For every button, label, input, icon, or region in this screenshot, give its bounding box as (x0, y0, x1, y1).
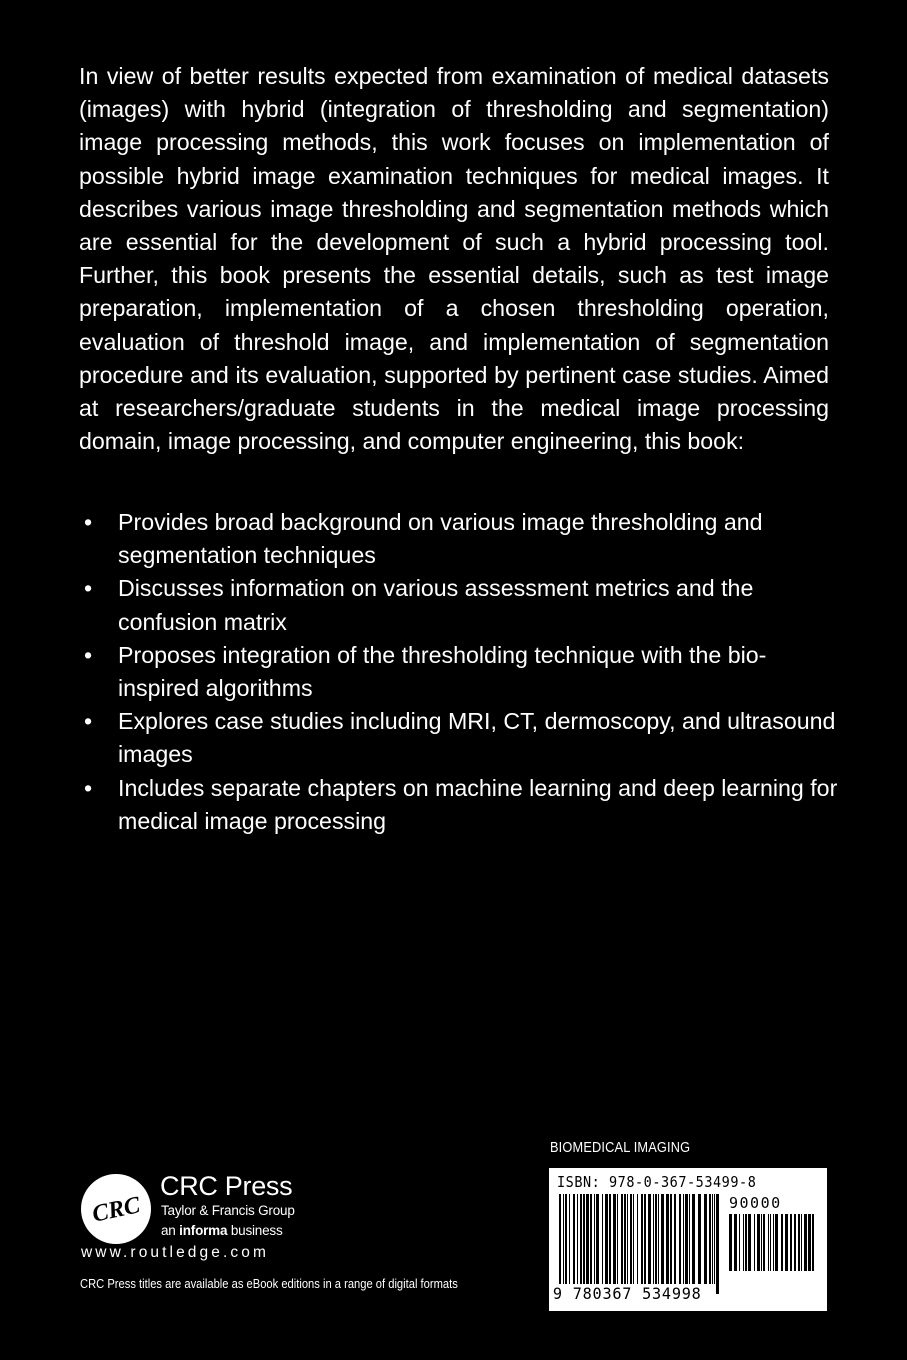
isbn-label: ISBN: 978-0-367-53499-8 (557, 1173, 757, 1191)
barcode-bar (655, 1194, 657, 1284)
barcode-bar (754, 1214, 755, 1271)
barcode-bar (714, 1194, 715, 1284)
barcode-bar (633, 1194, 634, 1284)
barcode-bar (641, 1194, 643, 1294)
barcode-bar (670, 1194, 672, 1284)
bullet-icon: • (84, 509, 93, 535)
barcode-bar (689, 1194, 690, 1284)
barcode-bar (661, 1194, 664, 1284)
barcode-bar (674, 1194, 676, 1284)
publisher-group: Taylor & Francis Group (161, 1203, 295, 1218)
bullet-icon: • (84, 575, 93, 602)
barcode-bar (734, 1214, 737, 1271)
barcode-bar (653, 1194, 654, 1284)
barcode-bar (729, 1214, 732, 1271)
feature-list-item (79, 772, 839, 838)
barcode-bar (648, 1194, 651, 1284)
barcode-bar (580, 1194, 582, 1284)
barcode-bar (801, 1214, 802, 1271)
barcode-bar (763, 1214, 765, 1271)
bullet-icon: • (84, 774, 93, 801)
barcode-bar (605, 1194, 608, 1284)
publisher-name: CRC Press (160, 1171, 293, 1201)
barcode-bar (775, 1214, 778, 1271)
barcode-bar (565, 1194, 567, 1284)
barcode-bar (712, 1194, 713, 1284)
barcode-bar (770, 1214, 771, 1271)
back-cover-blurb: In view of better results expected from examination of medical datasets (images) with hybrid (integration of thresholding and segmentation) image processing methods, this work focuses on implementation of possible hybrid image examination techniques for medical images. It describes various image thresholding and segmentation methods which are essential for the development of such a hybrid processing tool. Further, this book presents the essential details, such as test image preparation, implementation of a chosen thresholding operation, evaluation of threshold image, and implementation of segmentation procedure and its evaluation, supported by pertinent case studies. Aimed at researchers/graduate students in the medical image processing domain, image processing, and computer engineering, this book: (79, 63, 829, 455)
barcode-bar (569, 1194, 570, 1284)
series-label: BIOMEDICAL IMAGING (550, 1140, 691, 1156)
feature-text: Explores case studies including MRI, CT, dermoscopy, and ultrasound images (118, 708, 836, 768)
barcode-bar (748, 1214, 751, 1271)
crc-press-logo (80, 1173, 152, 1245)
feature-list-item (79, 506, 839, 572)
barcode-bar (666, 1194, 669, 1284)
barcode-bar (745, 1214, 747, 1271)
barcode-bar (559, 1194, 561, 1294)
barcode-bar (624, 1194, 626, 1284)
feature-text: Provides broad background on various image thresholding and segmentation techniques (118, 509, 763, 569)
price-code: 90000 (729, 1194, 782, 1212)
barcode-bar (761, 1214, 762, 1271)
logo-text: CRC (90, 1192, 143, 1228)
barcode-bar (644, 1194, 646, 1284)
barcode-bar (685, 1194, 688, 1284)
barcode-bars-addon (729, 1214, 817, 1281)
barcode-bar (602, 1194, 603, 1284)
barcode-bars-main (559, 1194, 719, 1294)
barcode-bar (583, 1194, 585, 1284)
barcode-bar (794, 1214, 796, 1271)
barcode-bar (630, 1194, 632, 1284)
feature-text: Proposes integration of the thresholding technique with the bio-inspired algorithms (118, 641, 767, 702)
feature-list-item (79, 572, 839, 638)
isbn-barcode (549, 1168, 827, 1311)
barcode-bar (785, 1214, 788, 1271)
barcode-bar (679, 1194, 681, 1284)
barcode-bar (812, 1214, 814, 1271)
barcode-bar (573, 1194, 575, 1284)
barcode-bar (768, 1214, 769, 1271)
barcode-bar (704, 1194, 707, 1284)
barcode-bar (586, 1194, 589, 1284)
barcode-bar (609, 1194, 611, 1284)
barcode-bar (773, 1214, 774, 1271)
barcode-bar (613, 1194, 616, 1284)
publisher-business (161, 1223, 283, 1238)
barcode-digits: 9 780367 534998 (552, 1284, 702, 1303)
barcode-bar (743, 1214, 744, 1271)
feature-text: Discusses information on various assessment metrics and the confusion matrix (118, 575, 754, 635)
barcode-bar (790, 1214, 792, 1271)
barcode-bar (627, 1194, 628, 1284)
bullet-icon: • (84, 708, 93, 735)
barcode-bar (804, 1214, 807, 1271)
business-suffix: business (227, 1223, 283, 1238)
feature-text: Includes separate chapters on machine learning and deep learning for medical image processing (118, 774, 838, 834)
feature-list-item (79, 705, 839, 771)
ebook-note: CRC Press titles are available as eBook editions in a range of digital formats (80, 1276, 458, 1291)
barcode-bar (808, 1214, 811, 1271)
barcode-bar (637, 1194, 638, 1294)
barcode-bar (781, 1214, 783, 1271)
barcode-bar (709, 1194, 711, 1284)
barcode-bar (590, 1194, 592, 1284)
barcode-bar (683, 1194, 684, 1284)
bullet-icon: • (84, 641, 93, 668)
barcode-bar (563, 1194, 564, 1294)
barcode-bar (692, 1194, 695, 1284)
barcode-bar (617, 1194, 618, 1284)
publisher-website: www.routledge.com (81, 1244, 269, 1261)
barcode-bar (739, 1214, 740, 1271)
business-prefix: an (161, 1223, 180, 1238)
barcode-bar (698, 1194, 701, 1284)
barcode-bar (596, 1194, 599, 1284)
barcode-bar (594, 1194, 595, 1284)
barcode-bar (798, 1214, 800, 1271)
feature-list (79, 506, 839, 838)
feature-list-item (79, 639, 839, 705)
business-brand: informa (179, 1223, 228, 1238)
barcode-bar (621, 1194, 623, 1284)
barcode-bar (757, 1214, 760, 1271)
barcode-bar (658, 1194, 659, 1284)
barcode-bar (577, 1194, 578, 1284)
barcode-bar (716, 1194, 719, 1294)
